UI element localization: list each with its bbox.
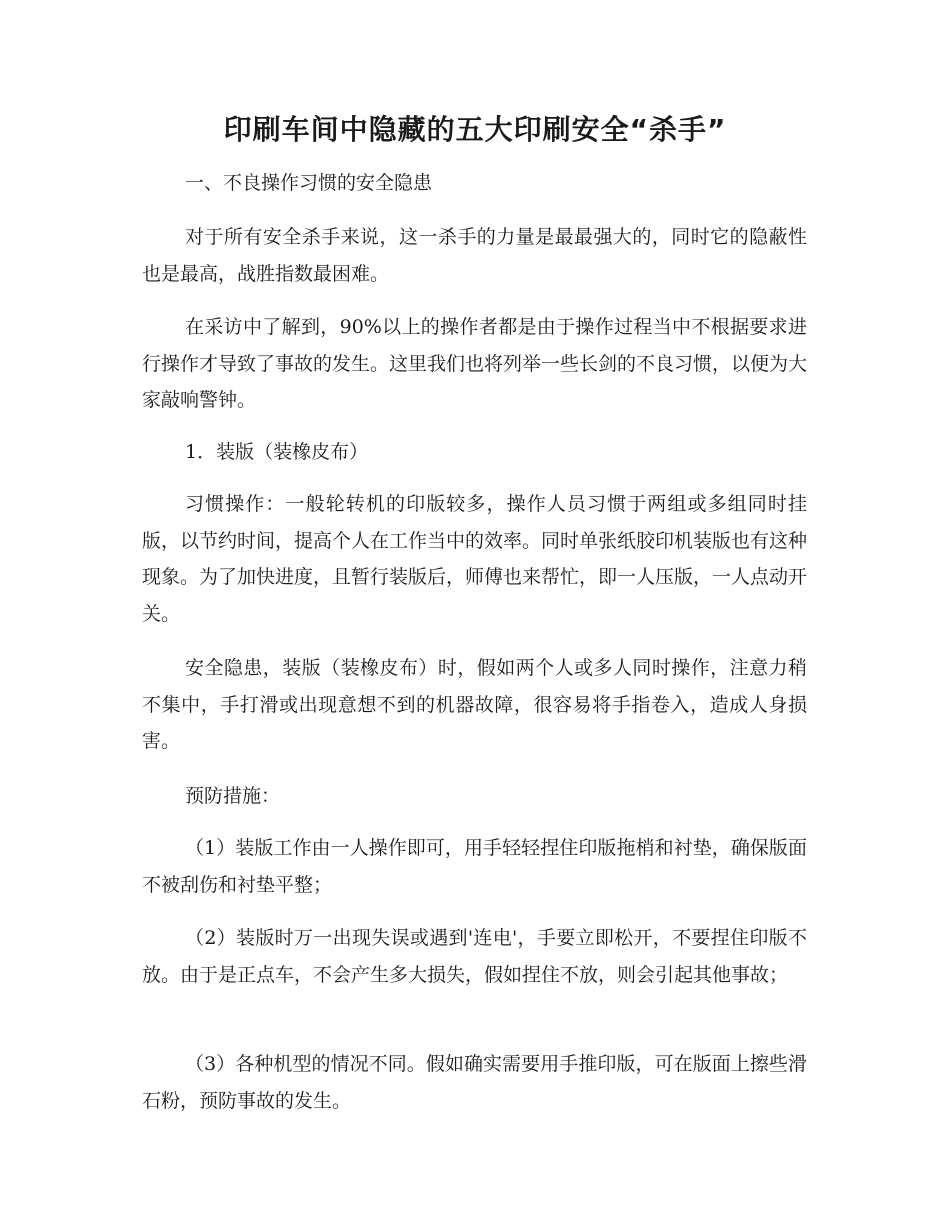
list-item: （2）装版时万一出现失误或遇到'连电'，手要立即松开，不要捏住印版不放。由于是正点车，不会产生多大损失，假如捏住不放，则会引起其他事故；: [142, 927, 807, 986]
paragraph: 在采访中了解到，90%以上的操作者都是由于操作过程当中不根据要求进行操作才导致了事故的发生。这里我们也将列举一些长剑的不良习惯，以便为大家敲响警钟。: [142, 316, 808, 411]
paragraph: 对于所有安全杀手来说，这一杀手的力量是最最强大的，同时它的隐蔽性也是最高，战胜指数最困难。: [142, 226, 807, 285]
section-heading: 一、不良操作习惯的安全隐患: [185, 172, 433, 194]
list-item: （1）装版工作由一人操作即可，用手轻轻捏住印版拖梢和衬垫，确保版面不被刮伤和衬垫平整；: [142, 837, 807, 896]
document-title: 印刷车间中隐藏的五大印刷安全“杀手”: [223, 113, 727, 146]
subsection-heading: 1．装版（装橡皮布）: [185, 441, 369, 463]
paragraph: 习惯操作：一般轮转机的印版较多，操作人员习惯于两组或多组同时挂版，以节约时间，提高个人在工作当中的效率。同时单张纸胶印机装版也有这种现象。为了加快进度，且暂行装版后，师傅也来帮忙，即一人压版，一人点动开关。: [142, 493, 808, 625]
paragraph: 预防措施：: [185, 785, 281, 807]
list-item: （3）各种机型的情况不同。假如确实需要用手推印版，可在版面上擦些滑石粉，预防事故的发生。: [142, 1053, 807, 1112]
paragraph: 安全隐患，装版（装橡皮布）时，假如两个人或多人同时操作，注意力稍不集中，手打滑或出现意想不到的机器故障，很容易将手指卷入，造成人身损害。: [142, 657, 807, 752]
